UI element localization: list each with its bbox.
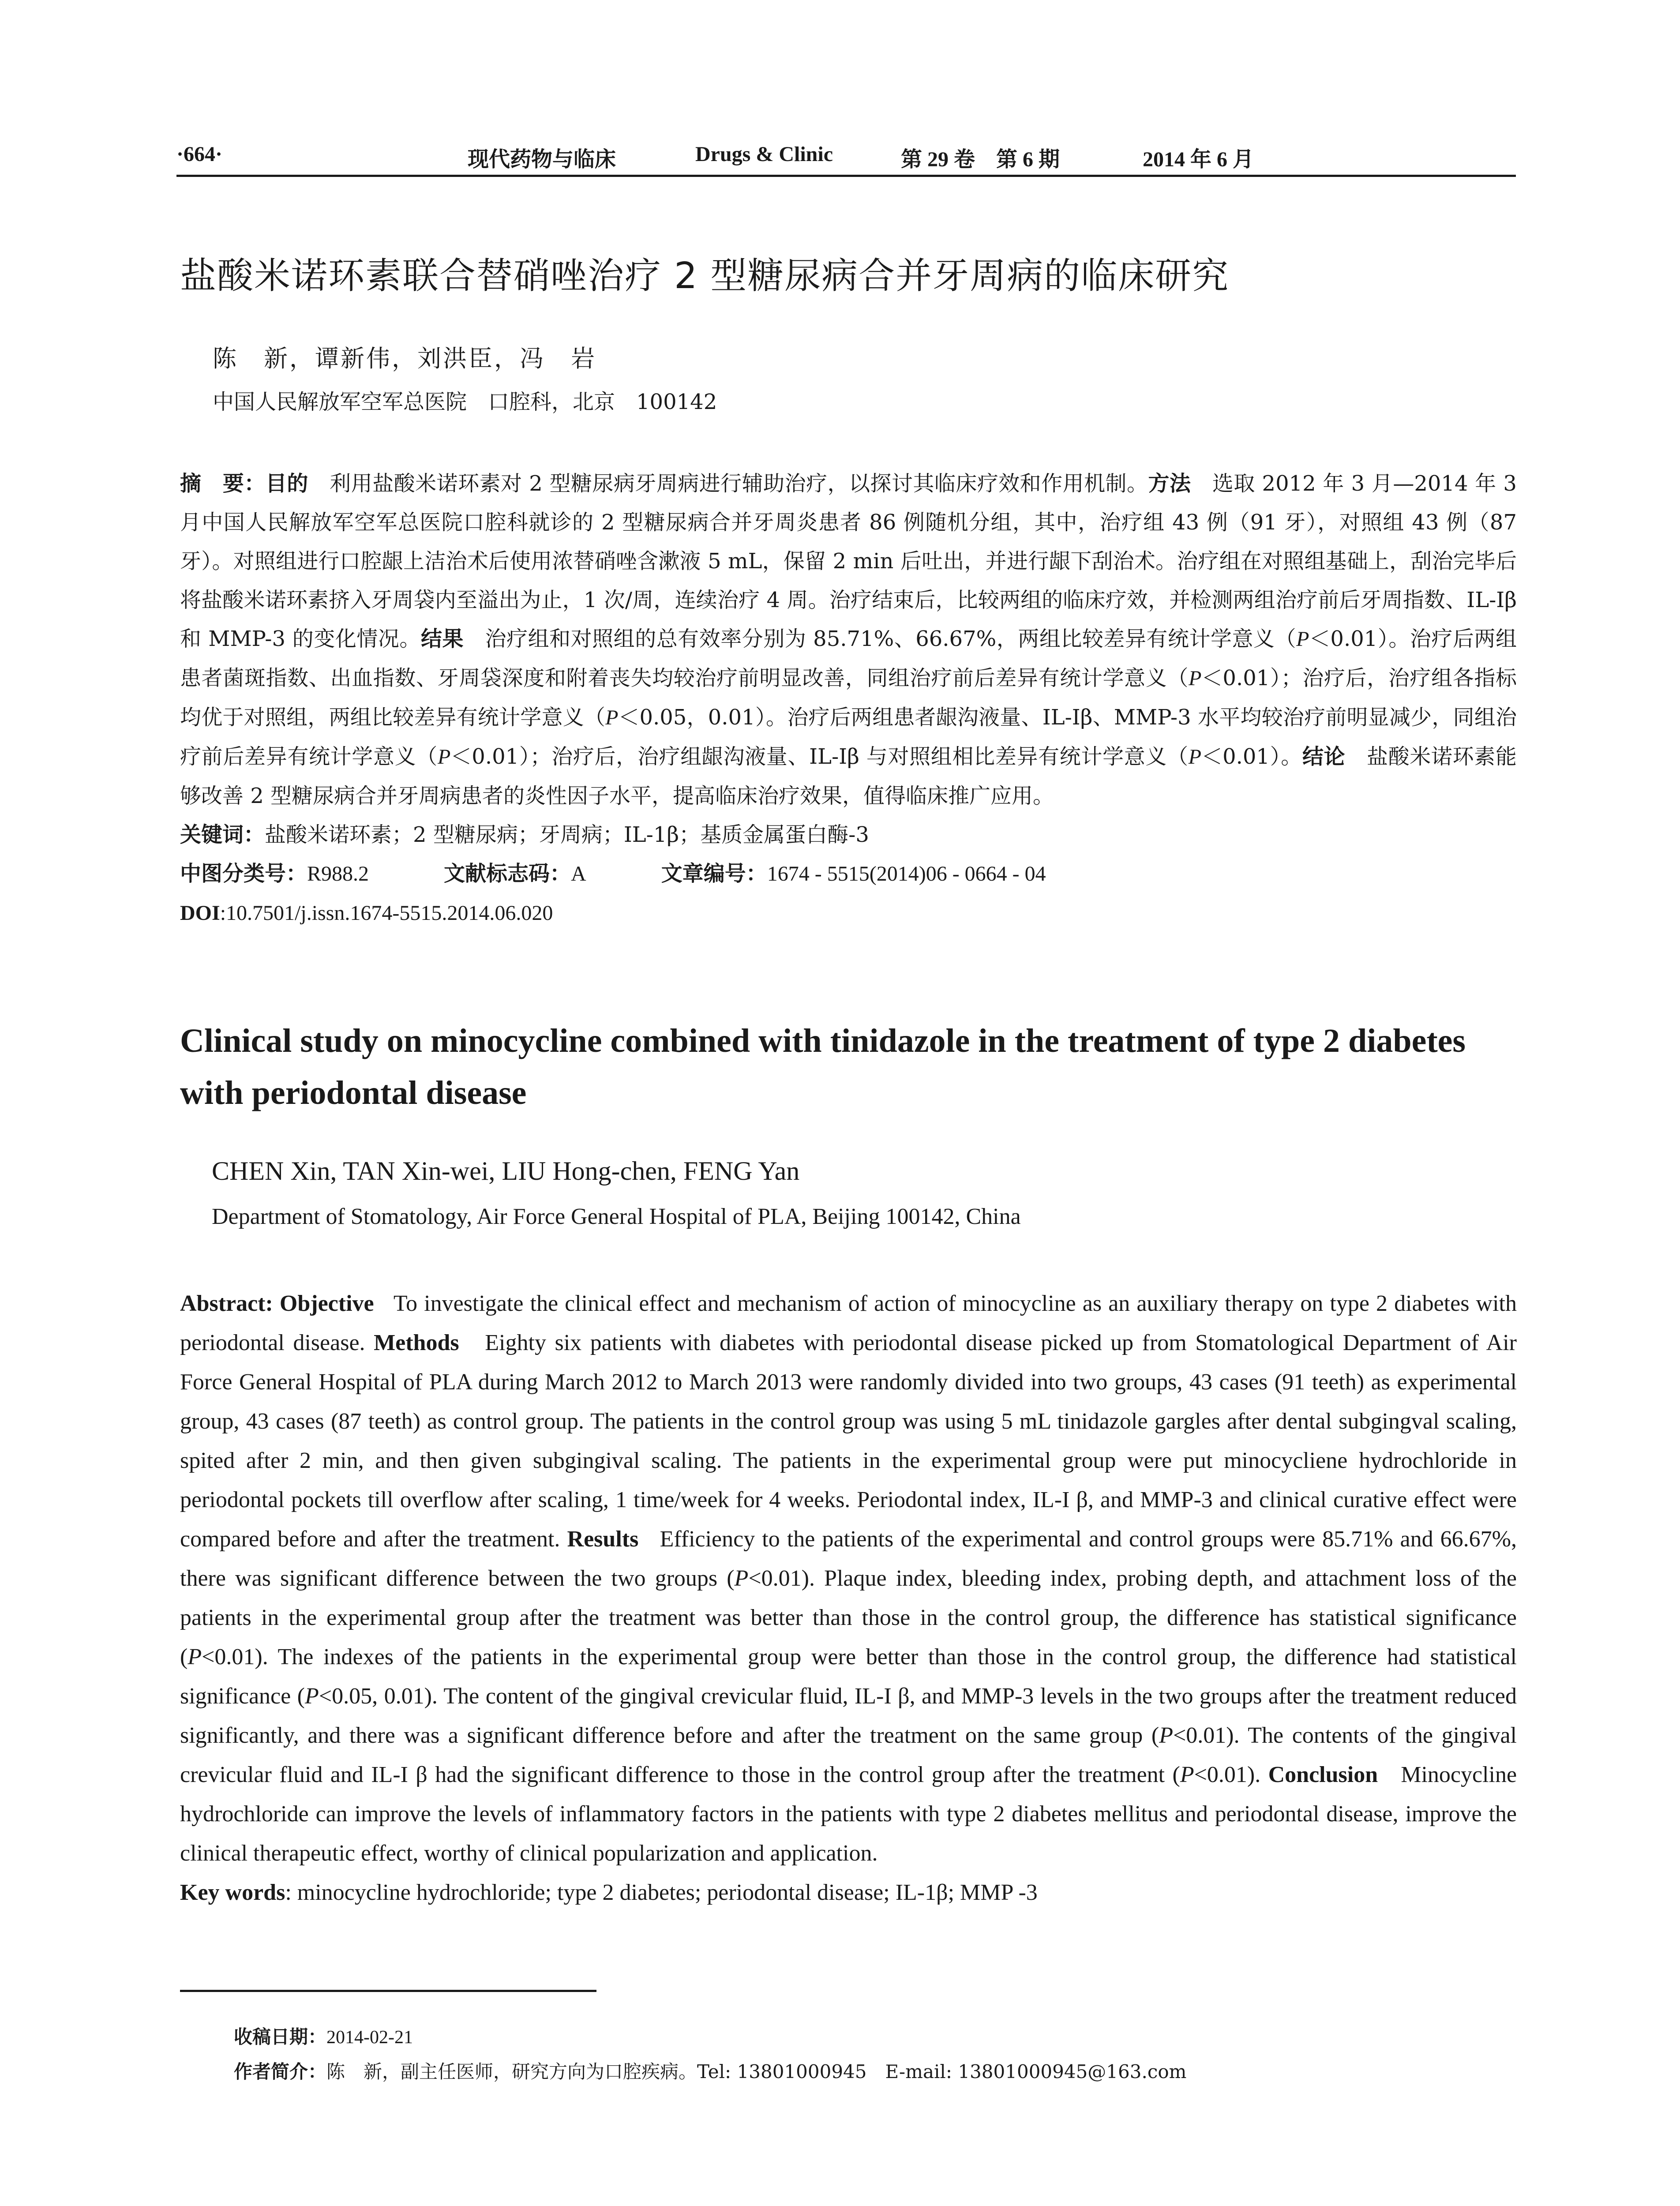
conclusion-en: Minocycline hydrochloride can improve the levels of inflammatory factors in the patients with type 2 diabetes mellitus and periodontal disease, improve the clinical therapeutic effect, worthy of clinical popularization and application. (180, 1762, 1517, 1866)
methods-cn-label: 方法 (1148, 471, 1191, 496)
results-en-6: <0.01). (1194, 1762, 1261, 1787)
page-number: ·664· (176, 143, 223, 166)
keywords-cn-line (180, 815, 1517, 854)
authors-en: CHEN Xin, TAN Xin-wei, LIU Hong-chen, FENG Yan (212, 1156, 800, 1186)
keywords-en-label: Key words (180, 1880, 285, 1905)
article-no-value: 1674 - 5515(2014)06 - 0664 - 04 (767, 862, 1046, 885)
conclusion-cn-label: 结论 (1302, 744, 1346, 769)
footnotes (234, 2020, 1186, 2089)
article-title-cn: 盐酸米诺环素联合替硝唑治疗 2 型糖尿病合并牙周病的临床研究 (180, 255, 1230, 297)
abstract-cn-body (180, 464, 1517, 815)
doi-link[interactable]: :10.7501/j.issn.1674-5515.2014.06.020 (220, 901, 553, 925)
results-cn-2: ＜0.01）。治疗后两组患者菌斑指数、出血指数、牙周袋深度和附着丧失均较治疗前明显改善，同组治疗前后差异有统计学意义（ (180, 627, 1517, 690)
journal-name-cn: 现代药物与临床 (468, 147, 616, 172)
objective-cn-label: 目的 (265, 471, 308, 496)
journal-name-en: Drugs & Clinic (695, 143, 833, 166)
p-value-symbol: P (1296, 627, 1309, 651)
article-title-en: Clinical study on minocycline combined with tinidazole in the treatment of type 2 diabetes with periodontal disease (180, 1022, 1466, 1111)
abstract-en-label: Abstract: Objective (180, 1291, 374, 1316)
p-value-symbol: P (188, 1644, 202, 1670)
running-header (176, 140, 1516, 177)
results-cn-5: ＜0.01）；治疗后，治疗组龈沟液量、IL-Iβ 与对照组相比差异有统计学意义（ (450, 744, 1189, 769)
p-value-symbol: P (437, 745, 451, 769)
p-value-symbol: P (1188, 745, 1202, 769)
classification-line (180, 854, 1517, 893)
p-value-symbol: P (1189, 667, 1202, 690)
methods-cn: 选取 2012 年 3 月—2014 年 3 月中国人民解放军空军总医院口腔科就诊的 2 型糖尿病合并牙周炎患者 86 例随机分组，其中，治疗组 43 例（91 牙），对照组 43 例（87 牙）。对照组进行口腔龈上洁治术后使用浓替硝唑含漱液 5 mL，保留 2 min 后吐出，并进行龈下刮治术。治疗组在对照组基础上，刮治完毕后将盐酸米诺环素挤入牙周袋内至溢出为止，1 次/周，连续治疗 4 周。治疗结束后，比较两组的临床疗效，并检测两组治疗前后牙周指数、IL-Iβ 和 MMP-3 的变化情况。 (180, 471, 1517, 651)
results-cn-label: 结果 (420, 627, 464, 651)
p-value-symbol: P (605, 706, 619, 729)
keywords-en-line (180, 1873, 1517, 1912)
results-en-label: Results (567, 1527, 639, 1552)
p-value-symbol: P (1180, 1762, 1194, 1787)
conclusion-en-label: Conclusion (1268, 1762, 1378, 1787)
p-value-symbol: P (305, 1684, 319, 1709)
results-cn-6: ＜0.01）。 (1201, 744, 1302, 769)
abstract-en (180, 1284, 1517, 1912)
abstract-cn (180, 464, 1517, 933)
keywords-cn: 盐酸米诺环素；2 型糖尿病；牙周病；IL-1β；基质金属蛋白酶-3 (265, 822, 869, 847)
article-no-label: 文章编号： (661, 861, 767, 886)
abstract-en-body (180, 1284, 1517, 1873)
clc-value: R988.2 (307, 862, 369, 885)
p-value-symbol: P (1159, 1723, 1173, 1748)
affiliation-en: Department of Stomatology, Air Force General Hospital of PLA, Beijing 100142, China (212, 1204, 1021, 1229)
objective-cn: 利用盐酸米诺环素对 2 型糖尿病牙周病进行辅助治疗，以探讨其临床疗效和作用机制。 (330, 471, 1148, 496)
keywords-cn-label: 关键词： (180, 822, 265, 847)
issue-date: 2014 年 6 月 (1143, 148, 1254, 171)
results-cn-4: ＜0.05，0.01）。治疗后两组患者龈沟液量、IL-Iβ、MMP-3 水平均较治疗前明显减少，同组治疗前后差异有统计学意义（ (180, 705, 1517, 769)
p-value-symbol: P (734, 1566, 749, 1591)
received-date: 2014-02-21 (326, 2027, 413, 2048)
affiliation-cn: 中国人民解放军空军总医院 口腔科，北京 100142 (213, 390, 717, 414)
author-info-label: 作者简介： (234, 2061, 327, 2082)
author-info: 陈 新，副主任医师，研究方向为口腔疾病。Tel: 13801000945 E-mail: 13801000945@163.com (326, 2061, 1187, 2082)
keywords-en: : minocycline hydrochloride; type 2 diabetes; periodontal disease; IL-1β; MMP -3 (285, 1880, 1038, 1905)
doi-line (180, 893, 1517, 933)
results-en-1: Efficiency to the patients of the experimental and control groups were 85.71% and 66.67%, there was significant difference between the two groups ( (180, 1527, 1517, 1591)
objective-en: To investigate the clinical effect and mechanism of action of minocycline as an auxiliary therapy on type 2 diabetes with periodontal disease. (180, 1291, 1517, 1355)
abstract-cn-label: 摘 要： (180, 471, 266, 496)
results-en-2: <0.01). Plaque index, bleeding index, probing depth, and attachment loss of the patients in the experimental group after the treatment was better than those in the control group, the difference has statistical significance ( (180, 1566, 1517, 1670)
doi-label: DOI (180, 901, 220, 925)
methods-en-label: Methods (374, 1330, 459, 1355)
received-label: 收稿日期： (234, 2026, 327, 2048)
results-en-3: <0.01). The indexes of the patients in the experimental group were better than those in the control group, the difference had statistical significance ( (180, 1644, 1517, 1709)
doc-code-value: A (571, 862, 586, 885)
author-info-line (234, 2055, 1186, 2089)
methods-en: Eighty six patients with diabetes with periodontal disease picked up from Stomatological Department of Air Force General Hospital of PLA during March 2012 to March 2013 were randomly divided into two groups, 43 cases (91 teeth) as experimental group, 43 cases (87 teeth) as control group. The patients in the control group was using 5 mL tinidazole gargles after dental subgingval scaling, spited after 2 min, and then given subgingival scaling. The patients in the experimental group were put minocycliene hydrochloride in periodontal pockets till overflow after scaling, 1 time/week for 4 weeks. Periodontal index, IL-I β, and MMP-3 and clinical curative effect were compared before and after the treatment. (180, 1330, 1517, 1552)
volume-issue: 第 29 卷 第 6 期 (901, 148, 1060, 171)
results-cn-3: ＜0.01）；治疗后，治疗组各指标均优于对照组，两组比较差异有统计学意义（ (180, 666, 1517, 730)
results-en-5: <0.01). The contents of the gingival crevicular fluid and IL-I β had the significant difference to those in the control group after the treatment ( (180, 1723, 1517, 1787)
conclusion-cn: 盐酸米诺环素能够改善 2 型糖尿病合并牙周病患者的炎性因子水平，提高临床治疗效果，值得临床推广应用。 (180, 744, 1517, 808)
doc-code-label: 文献标志码： (444, 861, 571, 886)
authors-cn: 陈 新，谭新伟，刘洪臣，冯 岩 (213, 345, 596, 372)
received-date-line (234, 2020, 1186, 2055)
clc-label: 中图分类号： (180, 861, 308, 886)
results-en-4: <0.05, 0.01). The content of the gingival crevicular fluid, IL-I β, and MMP-3 levels in the two groups after the treatment reduced significantly, and there was a significant difference before and after the treatment on the same group ( (180, 1684, 1517, 1748)
footnote-divider (180, 1990, 596, 1992)
results-cn-1: 治疗组和对照组的总有效率分别为 85.71%、66.67%，两组比较差异有统计学意义（ (485, 627, 1297, 651)
